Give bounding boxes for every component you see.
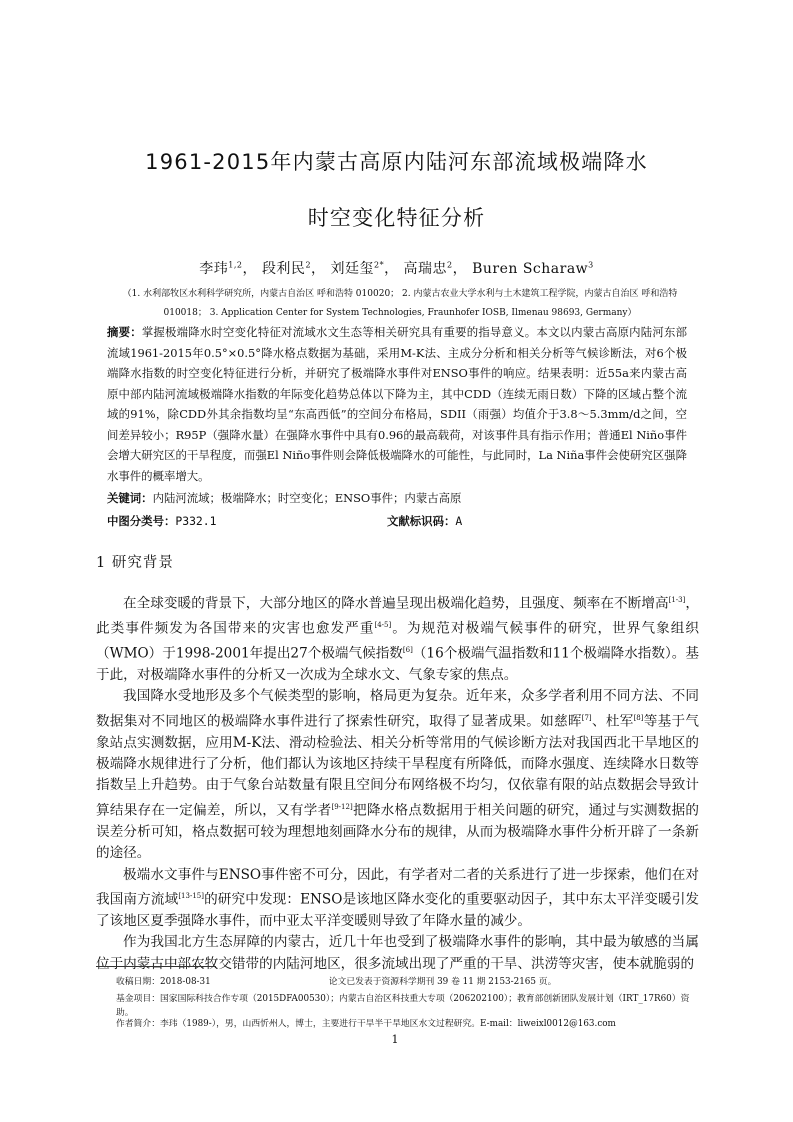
footnote-author: 作者简介：李玮（1989-），男，山西忻州人，博士，主要进行干旱半干旱地区水文过程研究。E-mail：liweixl0012@163.com xyxy=(116,1019,616,1029)
citation-mark: [13-15] xyxy=(178,891,204,900)
paragraph-text: 、杜军 xyxy=(591,713,634,730)
abstract-text: 掌握极端降水时空变化特征对流域水文生态等相关研究具有重要的指导意义。本文以内蒙古高原内陆河东部流域1961-2015年0.5°×0.5°降水格点数据为基础，采用M-K法、主成分分析和相关分析等气候诊断法，对6个极端降水指数的时空变化特征进行分析，并研究了极端降水事件对ENSO事件的响应。结果表明：近55a来内蒙古高原中部内陆河流域极端降水指数的年际变化趋势总体以下降为主，其中CDD（连续无雨日数）下降的区域占整个流域的91%，除CDD外其余指数均呈“东高西低”的空间分布格局，SDII（雨强）均值介于3.8～5.3mm/d之间，空间差异较小；R95P（强降水量）在强降水事件中具有0.96的最高载荷，对该事件具有指示作用；普通El Niño事件会增大研究区的干旱程度，而强El Niño事件则会降低极端降水的可能性，与此同时，La Niña事件会使研究区强降水事件的概率增大。 xyxy=(107,325,687,483)
paper-title-line1: 1961-2015年内蒙古高原内陆河东部流域极端降水 xyxy=(145,150,648,174)
body-text xyxy=(96,590,699,975)
paragraph-text: 极端水文事件与ENSO事件密不可分，因此，有学者对二者的关系进行了进一步探索，他们在对我国南方流域 xyxy=(96,866,699,908)
page-number: 1 xyxy=(391,1033,399,1046)
author-affiliation-mark: 2 xyxy=(305,260,312,270)
author-name: 段利民 xyxy=(261,261,306,277)
abstract xyxy=(107,322,687,486)
clc-value: P332.1 xyxy=(175,514,217,528)
body-paragraph xyxy=(96,686,699,864)
body-paragraph xyxy=(96,932,699,975)
doc-code-label: 文献标识码： xyxy=(387,514,456,528)
clc-label: 中图分类号： xyxy=(107,514,176,528)
paragraph-text: 把降水格点数据用于相关问题的研究，通过与实测数据的误差分析可知，格点数据可较为理想地刻画降水分布的规律，从而为极端降水事件分析开辟了一条新的途径。 xyxy=(96,802,700,862)
doc-code-value: A xyxy=(455,514,463,528)
author-list: 李玮$^{1,2}$， 段利民$^2$， 刘廷玺$^{2*}$， 高瑞忠$^2$， Buren Scharaw$^3$ xyxy=(199,260,594,277)
paragraph-text: 的研究中发现：ENSO是该地区降水变化的重要驱动因子，其中东太平洋变暖引发了该地区夏季强降水事件，而中亚太平洋变暖则导致了年降水量的减少。 xyxy=(96,891,700,929)
author-name: 刘廷玺 xyxy=(330,261,374,277)
paragraph-text: 在全球变暖的背景下，大部分地区的降水普遍呈现出极端化趋势，且强度、频率在不断增高 xyxy=(123,595,669,612)
keywords-label: 关键词： xyxy=(107,491,153,505)
affiliation-line2: 010018； 3. Application Center for System Technologies, Fraunhofer IOSB, Ilmenau 98693, Germany） xyxy=(163,308,637,318)
paragraph-text: 作为我国北方生态屏障的内蒙古，近几十年也受到了极端降水事件的影响，其中最为敏感的当属位于内蒙古中部农牧交错带的内陆河地区，很多流域出现了严重的干旱、洪涝等灾害，使本就脆弱的 xyxy=(96,934,699,972)
paragraph-text: 等基于气象站点实测数据，应用M-K法、滑动检验法、相关分析等常用的气候诊断方法对我国西北干旱地区的极端降水规律进行了分析，他们都认为该地区持续干旱程度有所降低，而降水强度、连续降水日数等指数呈上升趋势。由于气象台站数量有限且空间分布网络极不均匀，仅依靠有限的站点数据会导致计算结果存在一定偏差，所以，又有学者 xyxy=(96,713,700,819)
document-code xyxy=(387,513,462,529)
keywords xyxy=(107,490,461,506)
citation-mark: [7] xyxy=(581,713,592,722)
footnote-divider xyxy=(96,966,216,967)
citation-mark: [1-3] xyxy=(668,596,686,604)
received-date: 收稿日期：2018-08-31 xyxy=(116,977,211,987)
author-name: 高瑞忠 xyxy=(403,261,448,277)
citation-mark: [4-5] xyxy=(374,620,392,629)
author-affiliation-mark: 2* xyxy=(373,260,385,270)
body-paragraph xyxy=(96,865,699,933)
classification-number xyxy=(107,513,217,529)
citation-mark: [8] xyxy=(633,713,644,722)
abstract-label: 摘要： xyxy=(107,325,142,339)
paragraph-text: ，此类事件频发为各国带来的灾害也愈发严重 xyxy=(96,595,699,637)
body-paragraph xyxy=(96,590,699,686)
publication-note: 论文已发表于资源科学期刊 39 卷 11 期 2153-2165 页。 xyxy=(328,977,557,987)
author-name: 李玮 xyxy=(199,261,229,277)
footnote-dates xyxy=(116,975,706,989)
section-heading: 1 研究背景 xyxy=(96,555,174,571)
paragraph-text: （16个极端气温指数和11个极端降水指数）。基于此，对极端降水事件的分析又一次成为全球水文、气象专家的焦点。 xyxy=(96,645,699,683)
paper-title-line2: 时空变化特征分析 xyxy=(307,206,486,230)
author-name: Buren Scharaw xyxy=(472,261,589,277)
author-affiliation-mark: 2 xyxy=(447,260,453,270)
citation-mark: [9-12] xyxy=(331,802,353,811)
paragraph-text: 我国降水受地形及多个气候类型的影响，格局更为复杂。近年来，众多学者利用不同方法、不同数据集对不同地区的极端降水事件进行了探索性研究，取得了显著成果。如慈晖 xyxy=(96,688,699,730)
keywords-text: 内陆河流域；极端降水；时空变化；ENSO事件；内蒙古高原 xyxy=(152,491,462,505)
author-affiliation-mark: 1,2 xyxy=(228,260,243,270)
affiliation-line1: （1. 水利部牧区水利科学研究所，内蒙古自治区 呼和浩特 010020； 2. 内蒙古农业大学水利与土木建筑工程学院，内蒙古自治区 呼和浩特 xyxy=(122,289,678,299)
citation-mark: [6] xyxy=(402,645,413,654)
paragraph-text: 。为规范对极端气候事件的研究，世界气象组织（WMO）于1998-2001年提出27个极端气候指数 xyxy=(96,620,700,662)
author-affiliation-mark: 3 xyxy=(588,260,594,270)
footnote-fund: 基金项目：国家国际科技合作专项（2015DFA00530）；内蒙古自治区科技重大专项（206202100）；教育部创新团队发展计划（IRT_17R60）资助。 xyxy=(116,994,690,1018)
